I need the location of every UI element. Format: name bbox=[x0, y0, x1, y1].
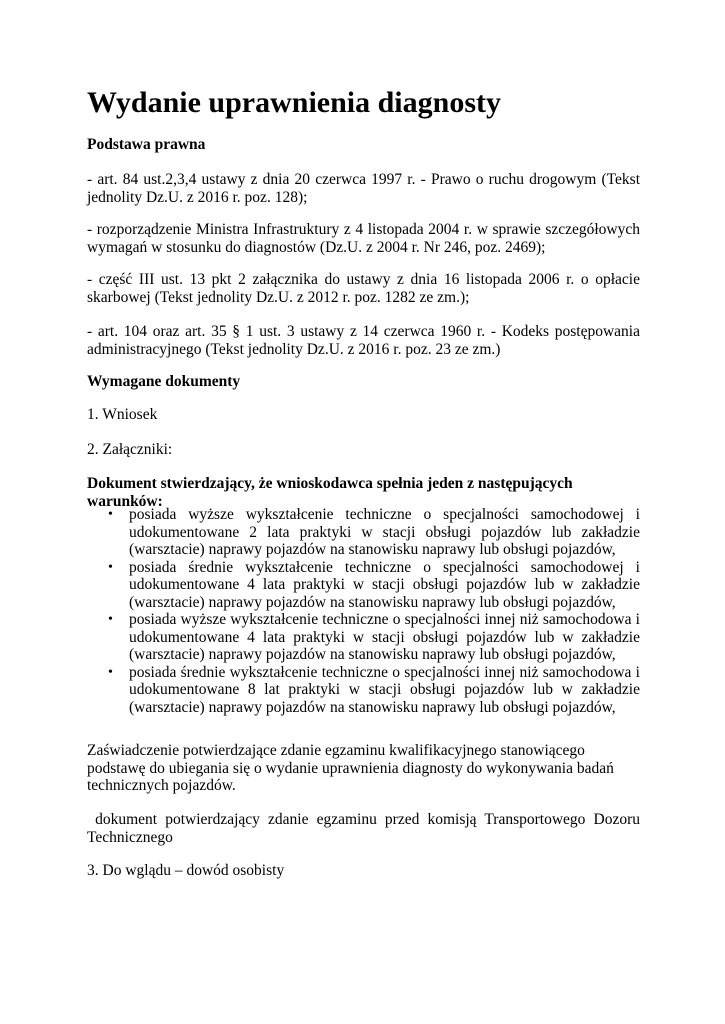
condition-text: posiada wyższe wykształcenie techniczne o specjalności innej niż samochodowa i udokumentowane 4 lata praktyki w stacji obsługi pojazdów lub w zakładzie (warsztacie) naprawy pojazdów na stanowisku naprawy lub obsługi pojazdów, bbox=[129, 611, 640, 663]
legal-basis-item: - rozporządzenie Ministra Infrastruktury z 4 listopada 2004 r. w sprawie szczegółowych wymagań w stosunku do diagnostów (Dz.U. z 2004 r. Nr 246, poz. 2469); bbox=[87, 221, 640, 256]
condition-item bbox=[87, 664, 640, 717]
legal-basis-item: - art. 104 oraz art. 35 § 1 ust. 3 ustawy z 14 czerwca 1960 r. - Kodeks postępowania administracyjnego (Tekst jednolity Dz.U. z 2016 r. poz. 23 ze zm.) bbox=[87, 323, 640, 358]
condition-item bbox=[87, 559, 640, 612]
conditions-list bbox=[87, 506, 640, 716]
legal-basis-item: - art. 84 ust.2,3,4 ustawy z dnia 20 czerwca 1997 r. - Prawo o ruchu drogowym (Tekst jednolity Dz.U. z 2016 r. poz. 128); bbox=[87, 171, 640, 206]
legal-basis-item: - część III ust. 13 pkt 2 załącznika do ustawy z dnia 16 listopada 2006 r. o opłacie skarbowej (Tekst jednolity Dz.U. z 2012 r. poz. 1282 ze zm.); bbox=[87, 271, 640, 306]
bullet-icon: • bbox=[108, 559, 113, 575]
exam-document-text: dokument potwierdzający zdanie egzaminu przed komisją Transportowego Dozoru Technicznego bbox=[87, 811, 644, 846]
bullet-icon: • bbox=[108, 664, 113, 680]
bullet-icon: • bbox=[108, 612, 113, 627]
bullet-icon: • bbox=[108, 507, 113, 522]
conditions-heading: Dokument stwierdzający, że wnioskodawca spełnia jeden z następujących warunków: bbox=[87, 475, 573, 510]
page-title: Wydanie uprawnienia diagnosty bbox=[87, 86, 501, 119]
condition-item bbox=[87, 506, 640, 559]
required-item-attachments: 2. Załączniki: bbox=[87, 441, 173, 458]
legal-basis-heading: Podstawa prawna bbox=[87, 136, 206, 153]
required-docs-heading: Wymagane dokumenty bbox=[87, 373, 241, 390]
exam-certificate-text: Zaświadczenie potwierdzające zdanie egzaminu kwalifikacyjnego stanowiącego podstawę do ubiegania się o wydanie uprawnienia diagnosty do wykonywania badań technicznych pojazdów. bbox=[87, 742, 614, 794]
required-item-id-document: 3. Do wglądu – dowód osobisty bbox=[87, 862, 285, 879]
condition-item bbox=[87, 611, 640, 664]
required-item-application: 1. Wniosek bbox=[87, 406, 158, 423]
condition-text: posiada wyższe wykształcenie techniczne o specjalności samochodowej i udokumentowane 2 lata praktyki w stacji obsługi pojazdów lub zakładzie (warsztacie) naprawy pojazdów na stanowisku naprawy lub obsługi pojazdów, bbox=[129, 506, 640, 558]
condition-text: posiada średnie wykształcenie techniczne o specjalności innej niż samochodowa i udokumentowane 8 lat praktyki w stacji obsługi pojazdów lub w zakładzie (warsztacie) naprawy pojazdów na stanowisku naprawy lub obsługi pojazdów, bbox=[129, 663, 640, 716]
condition-text: posiada średnie wykształcenie techniczne o specjalności samochodowej i udokumentowane 4 lata praktyki w stacji obsługi pojazdów lub w zakładzie (warsztacie) naprawy pojazdów na stanowisku naprawy lub obsługi pojazdów, bbox=[129, 558, 640, 611]
